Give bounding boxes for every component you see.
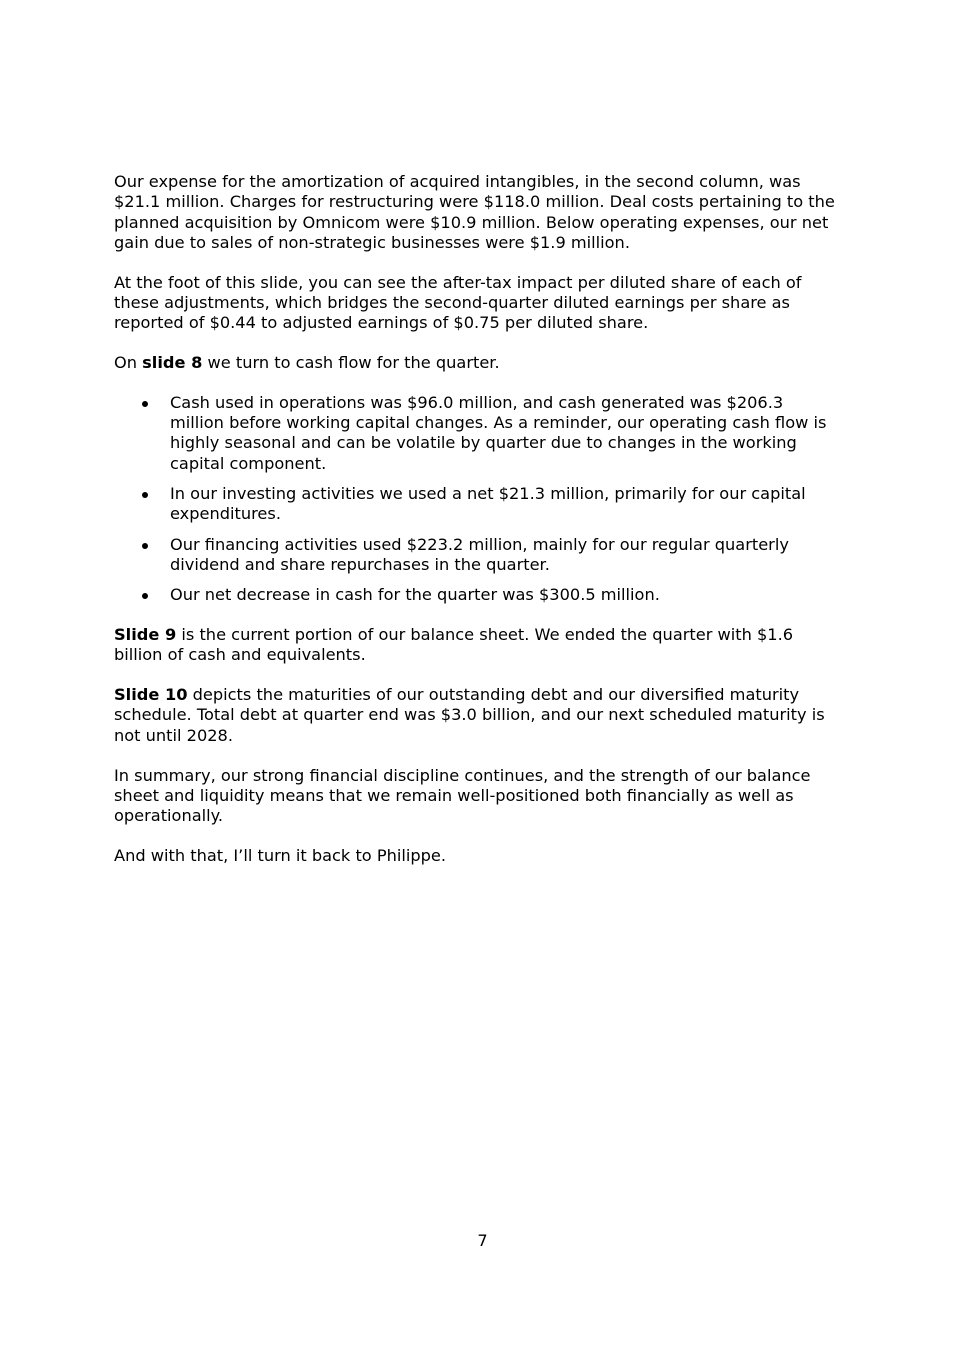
bullet-dot-icon: [142, 543, 148, 549]
bullet-text: Our financing activities used $223.2 million, mainly for our regular quarterly dividend and share repurchases in the quarter.: [170, 534, 789, 574]
paragraph-slide-10: [114, 685, 842, 746]
slide-10-text: depicts the maturities of our outstanding debt and our diversified maturity schedule. Total debt at quarter end was $3.0 billion, and our next scheduled maturity is not until 2028.: [114, 685, 825, 745]
bullet-text: In our investing activities we used a net $21.3 million, primarily for our capital expenditures.: [170, 484, 806, 524]
bullet-item-net-decrease: [114, 585, 842, 605]
paragraph-closing: And with that, I’ll turn it back to Philippe.: [114, 845, 447, 865]
slide-10-reference: Slide 10: [114, 685, 188, 705]
bullet-item-financing: [114, 535, 842, 576]
bullet-dot-icon: [142, 492, 148, 498]
cash-flow-bullet-list: [114, 393, 842, 606]
paragraph-after-tax-impact: At the foot of this slide, you can see the after-tax impact per diluted share of each of these adjustments, which bridges the second-quarter diluted earnings per share as reported of $0.44 to adjusted earnings of $0.75 per diluted share.: [114, 272, 802, 333]
paragraph-slide-8: [114, 353, 842, 373]
slide-8-reference: slide 8: [142, 353, 203, 373]
bullet-dot-icon: [142, 593, 148, 599]
bullet-item-operations: [114, 393, 842, 474]
page-number: 7: [477, 1231, 488, 1250]
slide-8-text: we turn to cash flow for the quarter.: [202, 353, 500, 373]
slide-8-prefix: On: [114, 353, 143, 373]
slide-9-reference: Slide 9: [114, 625, 177, 645]
bullet-text: Cash used in operations was $96.0 million, and cash generated was $206.3 million before working capital changes. As a reminder, our operating cash flow is highly seasonal and can be volatile by quarter due to changes in the working capital component.: [170, 392, 827, 473]
paragraph-amortization: Our expense for the amortization of acquired intangibles, in the second column, was $21.1 million. Charges for restructuring were $118.0 million. Deal costs pertaining to the planned acquisition by Omnicom were $10.9 million. Below operating expenses, our net gain due to sales of non-strategic businesses were $1.9 million.: [114, 172, 835, 252]
bullet-item-investing: [114, 484, 842, 525]
bullet-text: Our net decrease in cash for the quarter was $300.5 million.: [170, 585, 660, 605]
bullet-dot-icon: [142, 401, 148, 407]
paragraph-summary: In summary, our strong financial discipline continues, and the strength of our balance sheet and liquidity means that we remain well-positioned both financially as well as operationally.: [114, 765, 811, 826]
paragraph-slide-9: [114, 625, 842, 666]
slide-9-text: is the current portion of our balance sheet. We ended the quarter with $1.6 billion of cash and equivalents.: [114, 625, 794, 665]
document-body: [114, 172, 842, 886]
